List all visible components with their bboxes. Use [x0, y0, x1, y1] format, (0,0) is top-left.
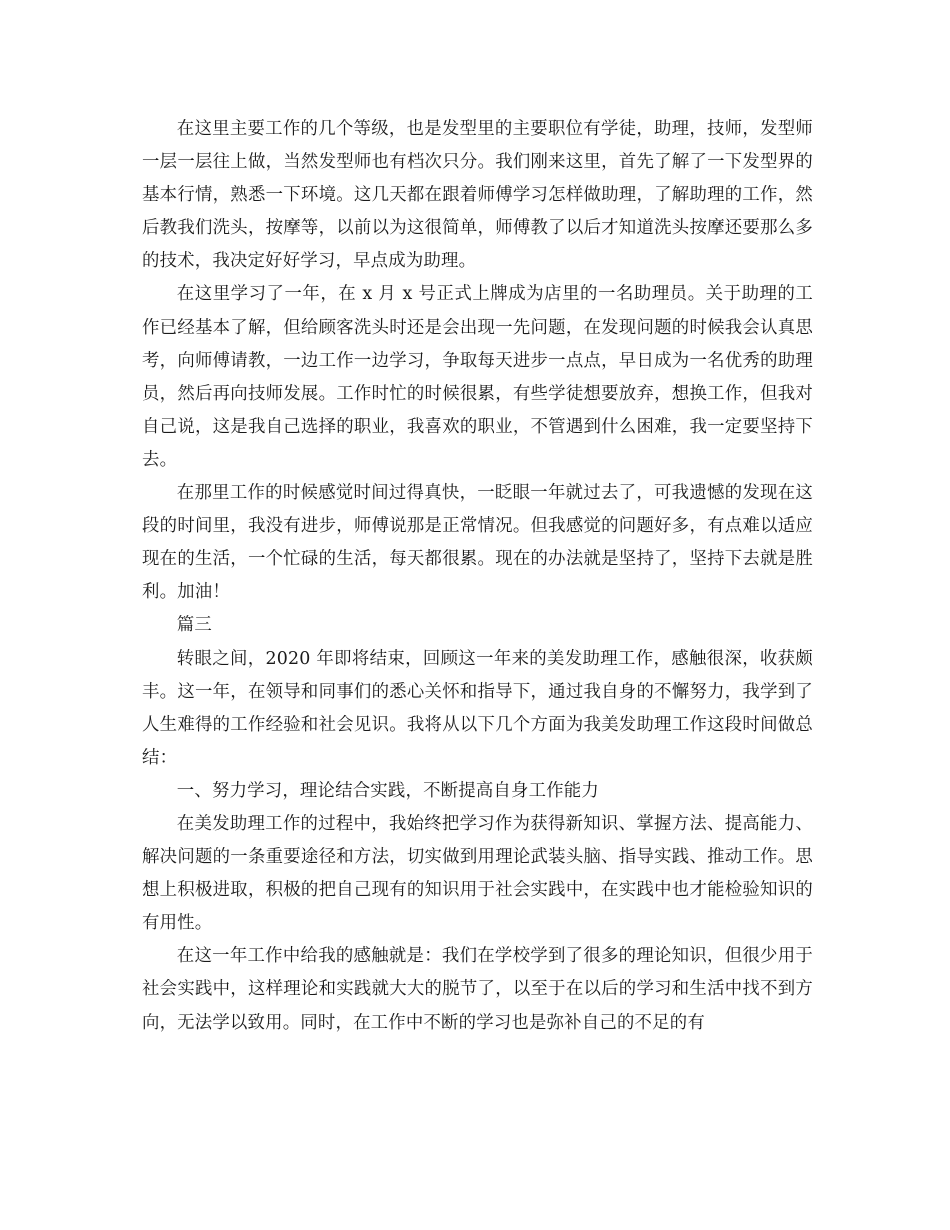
subheading-learning-practice: 一、努力学习，理论结合实践，不断提高自身工作能力	[176, 780, 599, 801]
paragraph-learning-method: 在美发助理工作的过程中，我始终把学习作为获得新知识、掌握方法、提高能力、解决问题的一条重要途径和方法，切实做到用理论武装头脑、指导实践、推动工作。思想上积极进取，积极的把自己现有的知识用于社会实践中，在实践中也才能检验知识的有用性。	[142, 813, 813, 934]
section-heading-part-three: 篇三	[176, 615, 212, 636]
paragraph-job-levels: 在这里主要工作的几个等级，也是发型里的主要职位有学徒，助理，技师，发型师一层一层往上做，当然发型师也有档次只分。我们刚来这里，首先了解了一下发型界的基本行情，熟悉一下环境。这几天都在跟着师傅学习怎样做助理，了解助理的工作，然后教我们洗头，按摩等，以前以为这很简单，师傅教了以后才知道洗头按摩还要那么多的技术，我决定好好学习，早点成为助理。	[142, 119, 813, 272]
paragraph-assistant-role: 在这里学习了一年，在 x 月 x 号正式上牌成为店里的一名助理员。关于助理的工作已经基本了解，但给顾客洗头时还是会出现一先问题，在发现问题的时候我会认真思考，向师傅请教，一边工作一边学习，争取每天进步一点点，早日成为一名优秀的助理员，然后再向技师发展。工作时忙的时候很累，有些学徒想要放弃，想换工作，但我对自己说，这是我自己选择的职业，我喜欢的职业，不管遇到什么困难，我一定要坚持下去。	[142, 284, 813, 470]
paragraph-theory-practice-gap: 在这一年工作中给我的感触就是：我们在学校学到了很多的理论知识，但很少用于社会实践中，这样理论和实践就大大的脱节了，以至于在以后的学习和生活中找不到方向，无法学以致用。同时，在工作中不断的学习也是弥补自己的不足的有	[142, 946, 813, 1033]
document-body	[142, 113, 813, 1040]
paragraph-year-summary-intro: 转眼之间，2020 年即将结束，回顾这一年来的美发助理工作，感触很深，收获颇丰。这一年，在领导和同事们的悉心关怀和指导下，通过我自身的不懈努力，我学到了人生难得的工作经验和社会见识。我将从以下几个方面为我美发助理工作这段时间做总结：	[142, 648, 813, 768]
paragraph-time-reflection: 在那里工作的时候感觉时间过得真快，一眨眼一年就过去了，可我遗憾的发现在这段的时间里，我没有进步，师傅说那是正常情况。但我感觉的问题好多，有点难以适应现在的生活，一个忙碌的生活，每天都很累。现在的办法就是坚持了，坚持下去就是胜利。加油！	[142, 483, 813, 603]
